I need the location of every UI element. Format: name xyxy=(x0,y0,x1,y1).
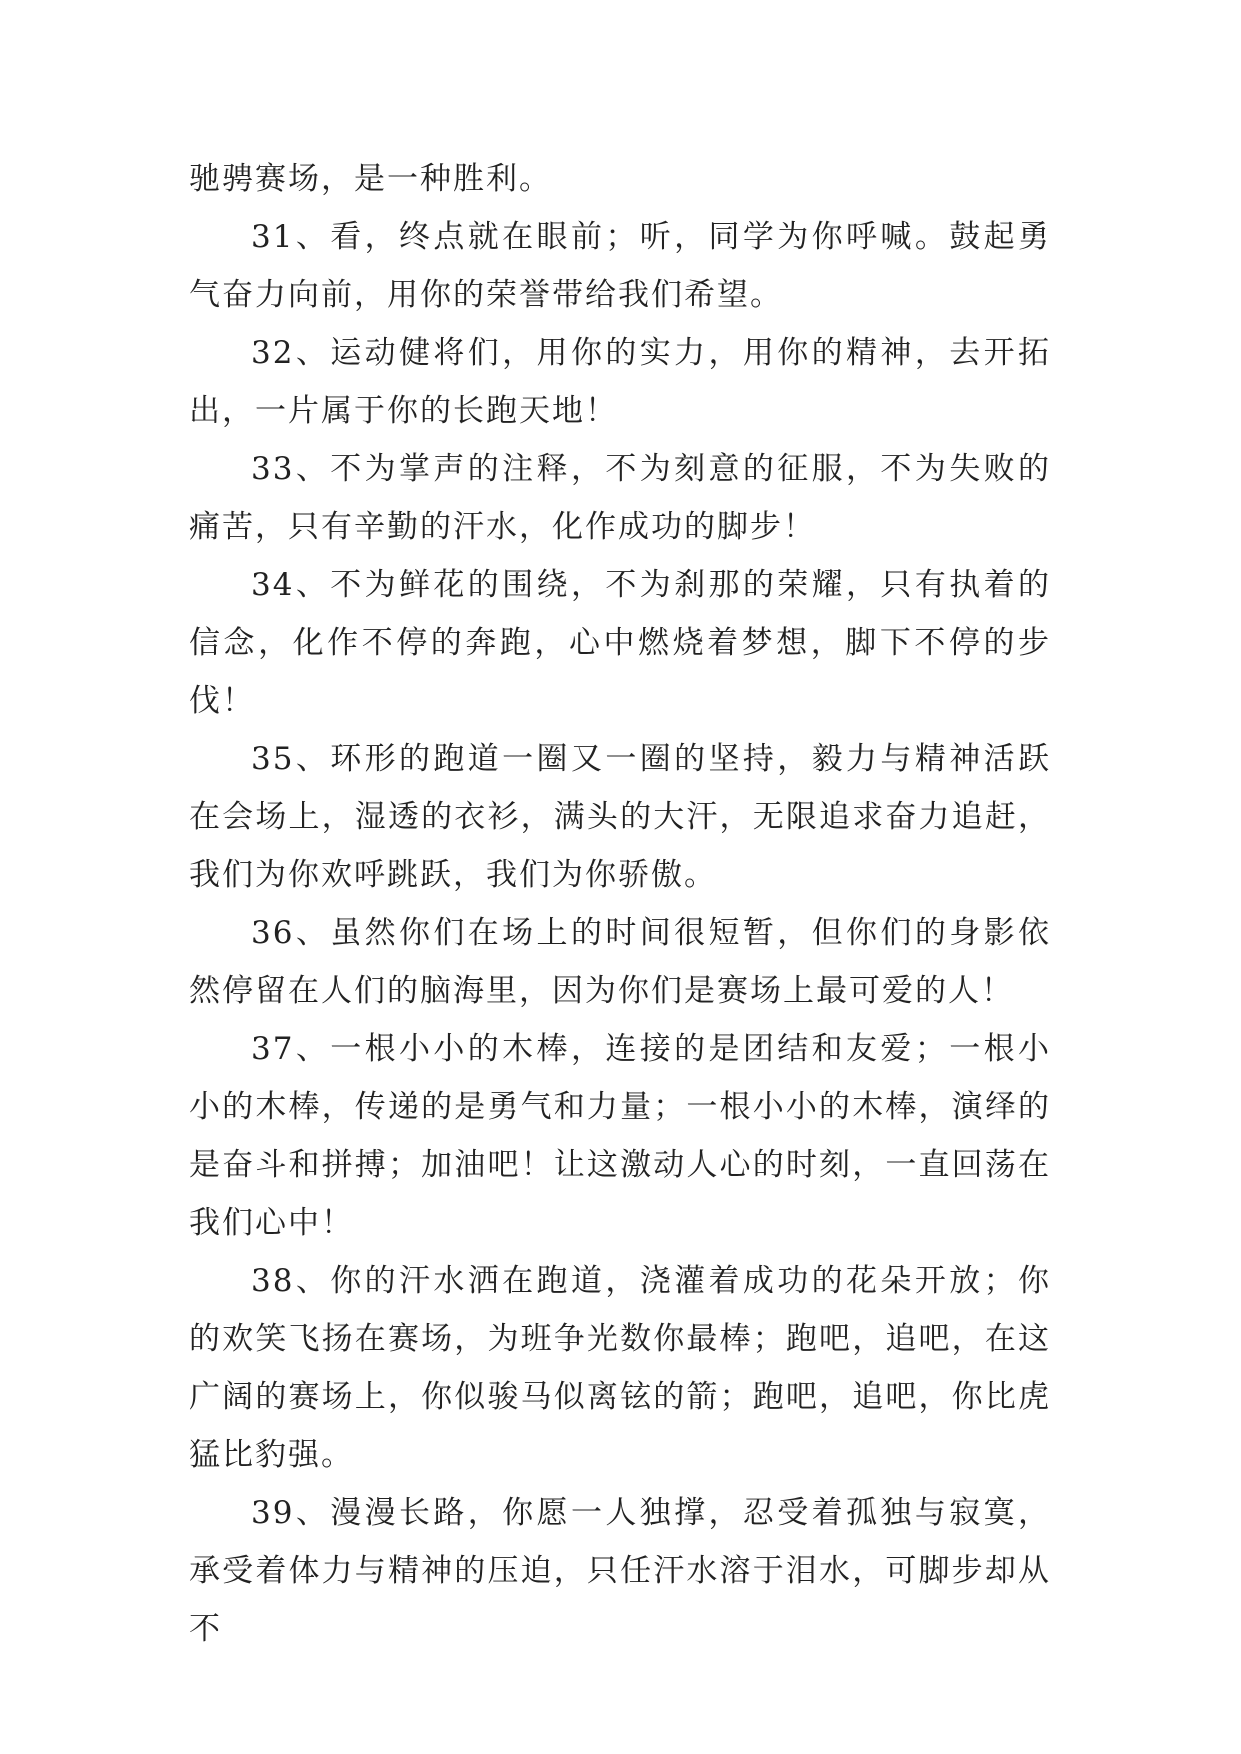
paragraph-35: 35、环形的跑道一圈又一圈的坚持，毅力与精神活跃在会场上，湿透的衣衫，满头的大汗，无限追求奋力追赶，我们为你欢呼跳跃，我们为你骄傲。 xyxy=(189,741,1051,893)
paragraph-37: 37、一根小小的木棒，连接的是团结和友爱；一根小小的木棒，传递的是勇气和力量；一根小小的木棒，演绎的是奋斗和拼搏；加油吧！让这激动人心的时刻，一直回荡在我们心中！ xyxy=(189,1031,1051,1241)
paragraph-31: 31、看，终点就在眼前；听，同学为你呼喊。鼓起勇气奋力向前，用你的荣誉带给我们希望。 xyxy=(189,219,1051,313)
document-body xyxy=(189,150,1051,1658)
paragraph-36: 36、虽然你们在场上的时间很短暂，但你们的身影依然停留在人们的脑海里，因为你们是赛场上最可爱的人！ xyxy=(189,915,1051,1009)
paragraph-34: 34、不为鲜花的围绕，不为刹那的荣耀，只有执着的信念，化作不停的奔跑，心中燃烧着梦想，脚下不停的步伐！ xyxy=(189,567,1051,719)
paragraph-33: 33、不为掌声的注释，不为刻意的征服，不为失败的痛苦，只有辛勤的汗水，化作成功的脚步！ xyxy=(189,451,1051,545)
paragraph-continuation: 驰骋赛场，是一种胜利。 xyxy=(189,161,552,197)
paragraph-39: 39、漫漫长路，你愿一人独撑，忍受着孤独与寂寞，承受着体力与精神的压迫，只任汗水溶于泪水，可脚步却从不 xyxy=(189,1495,1051,1647)
paragraph-38: 38、你的汗水洒在跑道，浇灌着成功的花朵开放；你的欢笑飞扬在赛场，为班争光数你最棒；跑吧，追吧，在这广阔的赛场上，你似骏马似离铉的箭；跑吧，追吧，你比虎猛比豹强。 xyxy=(189,1263,1051,1473)
paragraph-32: 32、运动健将们，用你的实力，用你的精神，去开拓出，一片属于你的长跑天地！ xyxy=(189,335,1051,429)
